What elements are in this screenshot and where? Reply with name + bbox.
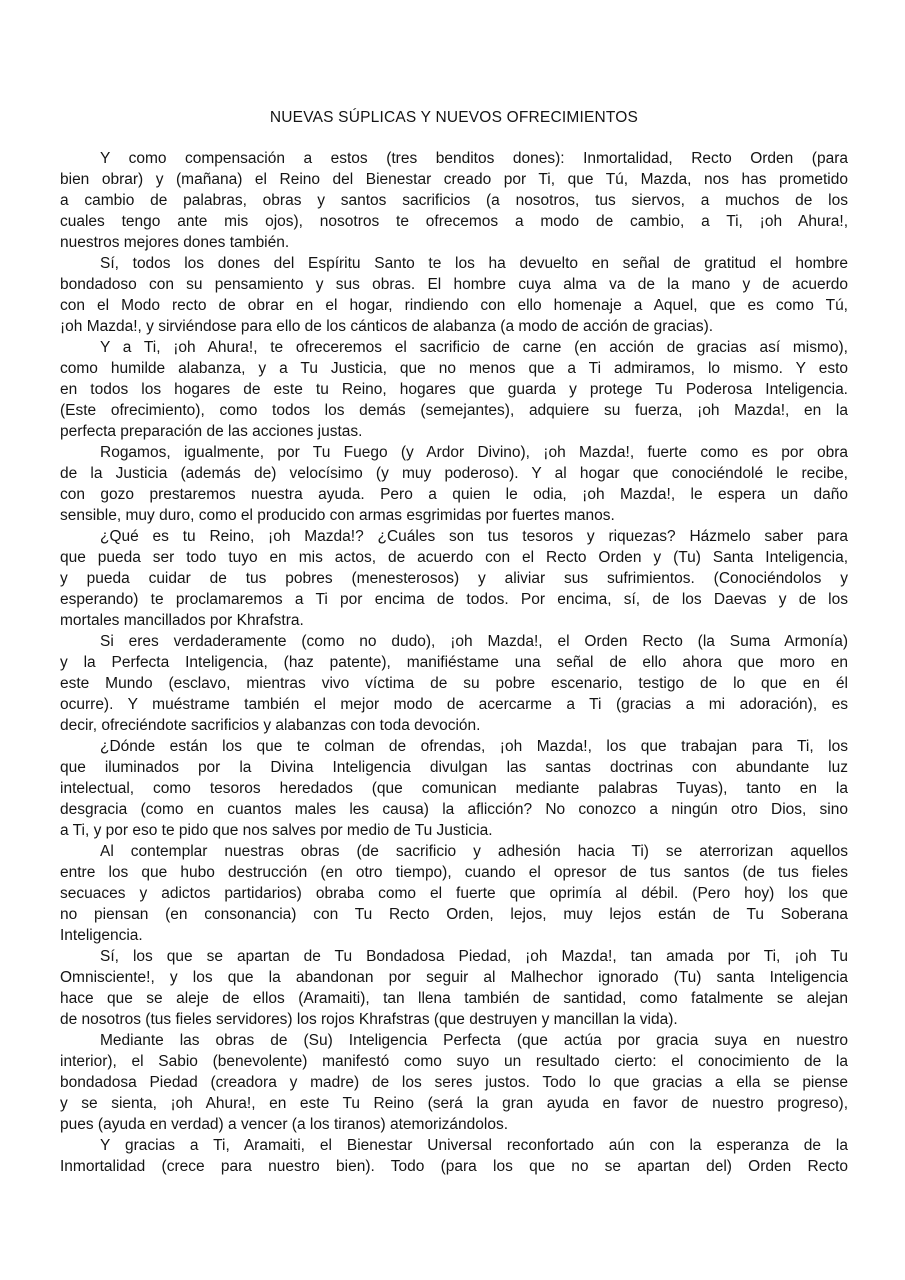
text-line: con el Modo recto de obrar en el hogar, rindiendo con ello homenaje a Aquel, que es como Tú, — [60, 297, 848, 314]
text-line: perfecta preparación de las acciones justas. — [60, 423, 363, 440]
text-line: bien obrar) y (mañana) el Reino del Bienestar creado por Ti, que Tú, Mazda, nos has prometido — [60, 171, 848, 188]
text-line: hace que se aleje de ellos (Aramaiti), tan llena también de santidad, como fatalmente se alejan — [60, 990, 848, 1007]
body-text — [60, 148, 848, 1177]
text-line: que iluminados por la Divina Inteligencia divulgan las santas doctrinas con abundante luz — [60, 759, 848, 776]
text-line: Inmortalidad (crece para nuestro bien). Todo (para los que no se apartan del) Orden Recto — [60, 1158, 848, 1175]
paragraph — [60, 526, 848, 631]
text-line: y pueda cuidar de tus pobres (menesterosos) y aliviar sus sufrimientos. (Conociéndolos y — [60, 570, 848, 587]
text-line: entre los que hubo destrucción (en otro tiempo), cuando el opresor de tus santos (de tus fieles — [60, 864, 848, 881]
text-line: en todos los hogares de este tu Reino, hogares que guarda y protege Tu Poderosa Inteligencia. — [60, 381, 848, 398]
text-line: Al contemplar nuestras obras (de sacrificio y adhesión hacia Ti) se aterrorizan aquellos — [100, 843, 848, 860]
text-line: sensible, muy duro, como el producido con armas esgrimidas por fuertes manos. — [60, 507, 615, 524]
paragraph — [60, 631, 848, 736]
paragraph — [60, 1030, 848, 1135]
text-line: pues (ayuda en verdad) a vencer (a los tiranos) atemorizándolos. — [60, 1116, 509, 1133]
text-line: Sí, los que se apartan de Tu Bondadosa Piedad, ¡oh Mazda!, tan amada por Ti, ¡oh Tu — [100, 948, 848, 965]
paragraph — [60, 841, 848, 946]
paragraph — [60, 736, 848, 841]
paragraph — [60, 148, 848, 253]
text-line: Y como compensación a estos (tres benditos dones): Inmortalidad, Recto Orden (para — [100, 150, 848, 167]
text-line: ¿Qué es tu Reino, ¡oh Mazda!? ¿Cuáles son tus tesoros y riquezas? Házmelo saber para — [100, 528, 848, 545]
text-line: este Mundo (esclavo, mientras vivo víctima de su pobre escenario, testigo de lo que en él — [60, 675, 848, 692]
text-line: a Ti, y por eso te pido que nos salves por medio de Tu Justicia. — [60, 822, 493, 839]
text-line: Rogamos, igualmente, por Tu Fuego (y Ardor Divino), ¡oh Mazda!, fuerte como es por obra — [100, 444, 848, 461]
text-line: bondadosa Piedad (creadora y madre) de los seres justos. Todo lo que gracias a ella se piense — [60, 1074, 848, 1091]
text-line: Mediante las obras de (Su) Inteligencia Perfecta (que actúa por gracia suya en nuestro — [100, 1032, 848, 1049]
paragraph — [60, 253, 848, 337]
text-line: de la Justicia (además de) velocísimo (y muy poderoso). Y al hogar que conociéndolé le recibe, — [60, 465, 848, 482]
text-line: Si eres verdaderamente (como no dudo), ¡oh Mazda!, el Orden Recto (la Suma Armonía) — [100, 633, 848, 650]
paragraph — [60, 946, 848, 1030]
paragraph — [60, 442, 848, 526]
text-line: Y a Ti, ¡oh Ahura!, te ofreceremos el sacrificio de carne (en acción de gracias así mismo), — [100, 339, 848, 356]
text-line: como humilde alabanza, y a Tu Justicia, que no menos que a Ti admiramos, lo mismo. Y esto — [60, 360, 848, 377]
text-line: intelectual, como tesoros heredados (que comunican mediante palabras Tuyas), tanto en la — [60, 780, 848, 797]
text-line: (Este ofrecimiento), como todos los demás (semejantes), adquiere su fuerza, ¡oh Mazda!, en la — [60, 402, 848, 419]
text-line: no piensan (en consonancia) con Tu Recto Orden, lejos, muy lejos están de Tu Soberana — [60, 906, 848, 923]
text-line: ocurre). Y muéstrame también el mejor modo de acercarme a Ti (gracias a mi adoración), es — [60, 696, 848, 713]
text-line: de nosotros (tus fieles servidores) los rojos Khrafstras (que destruyen y mancillan la vida). — [60, 1011, 678, 1028]
text-line: que pueda ser todo tuyo en mis actos, de acuerdo con el Recto Orden y (Tu) Santa Inteligencia, — [60, 549, 848, 566]
text-line: Sí, todos los dones del Espíritu Santo te los ha devuelto en señal de gratitud el hombre — [100, 255, 848, 272]
text-line: ¡oh Mazda!, y sirviéndose para ello de los cánticos de alabanza (a modo de acción de gracias). — [60, 318, 714, 335]
text-line: esperando) te proclamaremos a Ti por encima de todos. Por encima, sí, de los Daevas y de los — [60, 591, 848, 608]
text-line: interior), el Sabio (benevolente) manifestó como suyo un resultado cierto: el conocimiento de la — [60, 1053, 848, 1070]
text-line: y la Perfecta Inteligencia, (haz patente), manifiéstame una señal de ello ahora que moro en — [60, 654, 848, 671]
text-line: Omnisciente!, y los que la abandonan por seguir al Malhechor ignorado (Tu) santa Inteligencia — [60, 969, 848, 986]
paragraph — [60, 1135, 848, 1177]
text-line: bondadoso con su pensamiento y sus obras. El hombre cuya alma va de la mano y de acuerdo — [60, 276, 848, 293]
text-line: cuales tengo ante mis ojos), nosotros te ofrecemos a modo de cambio, a Ti, ¡oh Ahura!, — [60, 213, 848, 230]
text-line: mortales mancillados por Khrafstra. — [60, 612, 304, 629]
text-line: Inteligencia. — [60, 927, 143, 944]
paragraph — [60, 337, 848, 442]
text-line: y se sienta, ¡oh Ahura!, en este Tu Reino (será la gran ayuda en favor de nuestro progreso), — [60, 1095, 848, 1112]
text-line: ¿Dónde están los que te colman de ofrendas, ¡oh Mazda!, los que trabajan para Ti, los — [100, 738, 848, 755]
page-title: NUEVAS SÚPLICAS Y NUEVOS OFRECIMIENTOS — [269, 109, 639, 126]
text-line: con gozo prestaremos nuestra ayuda. Pero a quien le odia, ¡oh Mazda!, le espera un daño — [60, 486, 848, 503]
text-line: decir, ofreciéndote sacrificios y alabanzas con toda devoción. — [60, 717, 481, 734]
text-line: a cambio de palabras, obras y santos sacrificios (a nosotros, tus siervos, a muchos de los — [60, 192, 848, 209]
text-line: nuestros mejores dones también. — [60, 234, 290, 251]
text-line: Y gracias a Ti, Aramaiti, el Bienestar Universal reconfortado aún con la esperanza de la — [100, 1137, 848, 1154]
text-line: desgracia (como en cuantos males les causa) la aflicción? No conozco a ningún otro Dios, sino — [60, 801, 848, 818]
text-line: secuaces y adictos partidarios) obraba como el fuerte que oprimía al débil. (Pero hoy) los que — [60, 885, 848, 902]
